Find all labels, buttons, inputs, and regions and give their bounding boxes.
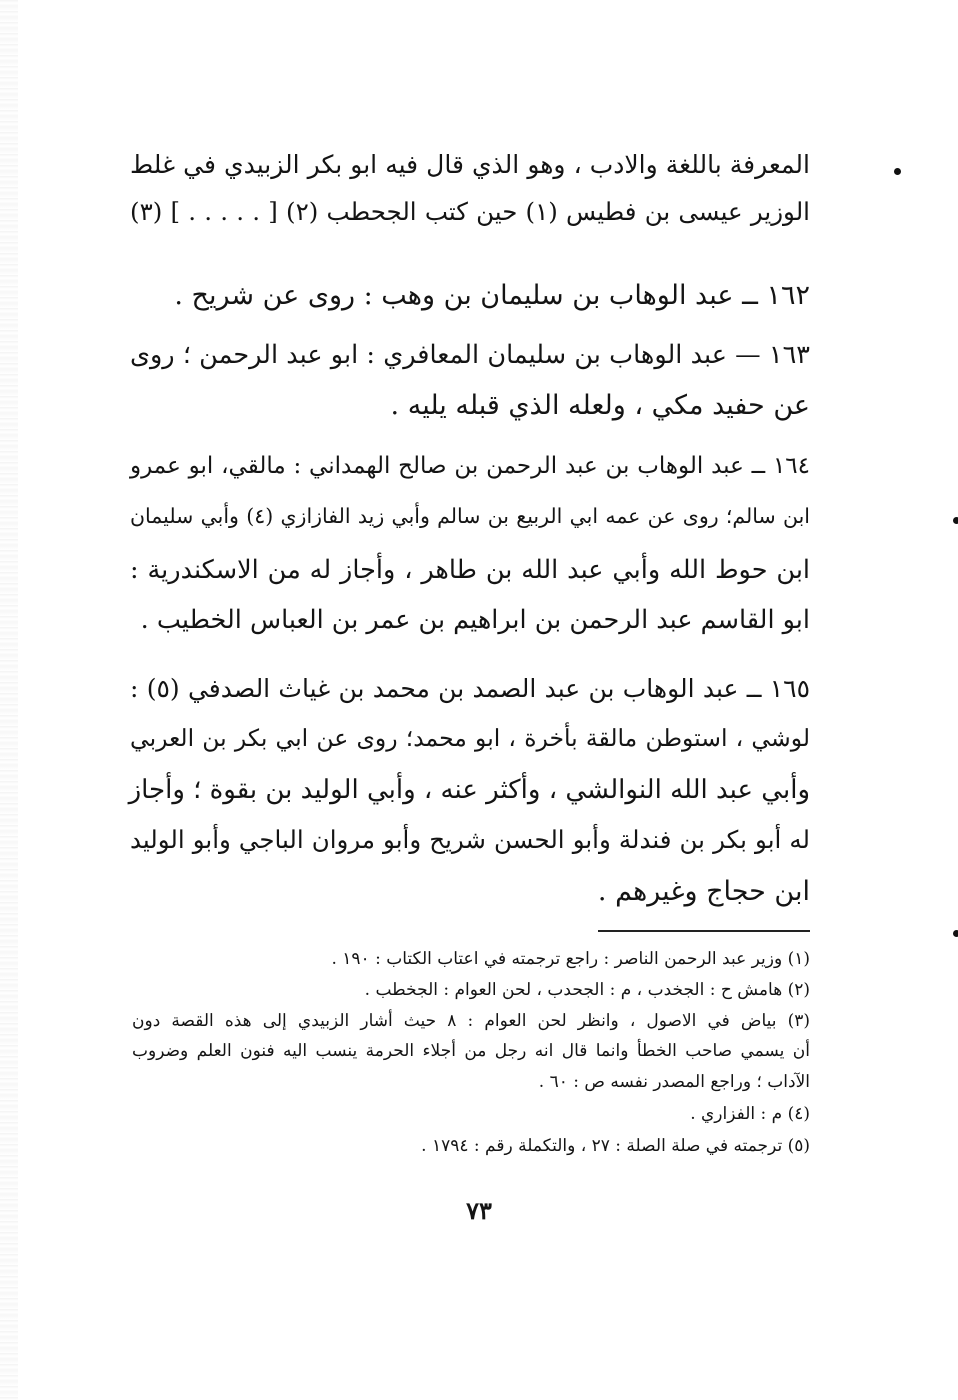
footnote: (١) وزير عبد الرحمن الناصر : راجع ترجمته في اعتاب الكتاب : ١٩٠ . [331,949,810,969]
scan-speck [953,930,958,937]
scan-gutter [0,0,18,1400]
footnote-continuation: الآداب ؛ وراجع المصدر نفسه ص : ٦٠ . [538,1072,810,1092]
entry-164-line: ١٦٤ ــ عبد الوهاب بن عبد الرحمن بن صالح الهمداني : مالقي، ابو عمرو [130,453,810,479]
entry-165-line: ١٦٥ ــ عبد الوهاب بن عبد الصمد بن محمد بن غياث الصدفي (٥) : [130,674,811,703]
body-line: وأبي عبد الله النوالشي ، وأكثر عنه ، وأبي الوليد بن بقوة ؛ وأجاز [128,775,810,805]
footnote-separator [598,930,810,932]
page-number: ٧٣ [466,1196,492,1225]
footnote: (٢) هامش ح : الجخدب ، م : الجحدب ، لحن العوام : الجخطب . [364,980,810,1000]
footnote: (٤) م : الفزاري . [690,1104,810,1124]
body-line: المعرفة باللغة والادب ، وهو الذي قال فيه ابو بكر الزبيدي في غلط [130,150,810,179]
body-line: عن حفيد مكي ، ولعله الذي قبله يليه . [390,390,810,421]
footnote-continuation: أن يسمي صاحب الخطأ وانما قال انه رجل من أجلاء الحرمة ينسب اليه فنون العلم وضروب [132,1041,810,1061]
scan-speck [894,168,901,175]
footnote: (٣) بياض في الاصول ، وانظر لحن العوام : ٨ حيث أشار الزبيدي إلى هذه القصة دون [132,1011,810,1031]
body-line: ابن حوط الله وأبي عبد الله بن طاهر ، وأجاز له من الاسكندرية : [130,555,811,585]
entry-163-line: ١٦٣ — عبد الوهاب بن سليمان المعافري : ابو عبد الرحمن ؛ روى [130,340,810,370]
body-line: ابن سالم؛ روى عن عمه ابي الربيع بن سالم وأبي زيد الفازازي (٤) وأبي سليمان [130,504,810,528]
body-line: ابو القاسم عبد الرحمن بن ابراهيم بن عمر بن العباس الخطيب . [140,605,810,635]
footnote: (٥) ترجمته في صلة الصلة : ٢٧ ، والتكملة رقم : ١٧٩٤ . [421,1136,810,1156]
body-line: لوشي ، استوطن مالقة بأخرة ، ابو محمد؛ روى عن ابي بكر بن العربي [130,724,810,752]
body-line: الوزير عيسى بن فطيس (١) حين كتب الجحطب (٢) [ . . . . . ] (٣) [130,197,810,226]
scan-speck [953,517,958,524]
body-line: ابن حجاج وغيرهم . [597,876,810,907]
body-line: له أبو بكر بن فندلة وأبو الحسن شريح وأبو مروان الباجي وأبو الوليد [130,825,810,854]
entry-162-line: ١٦٢ ــ عبد الوهاب بن سليمان بن وهب : روى عن شريح . [174,280,810,311]
